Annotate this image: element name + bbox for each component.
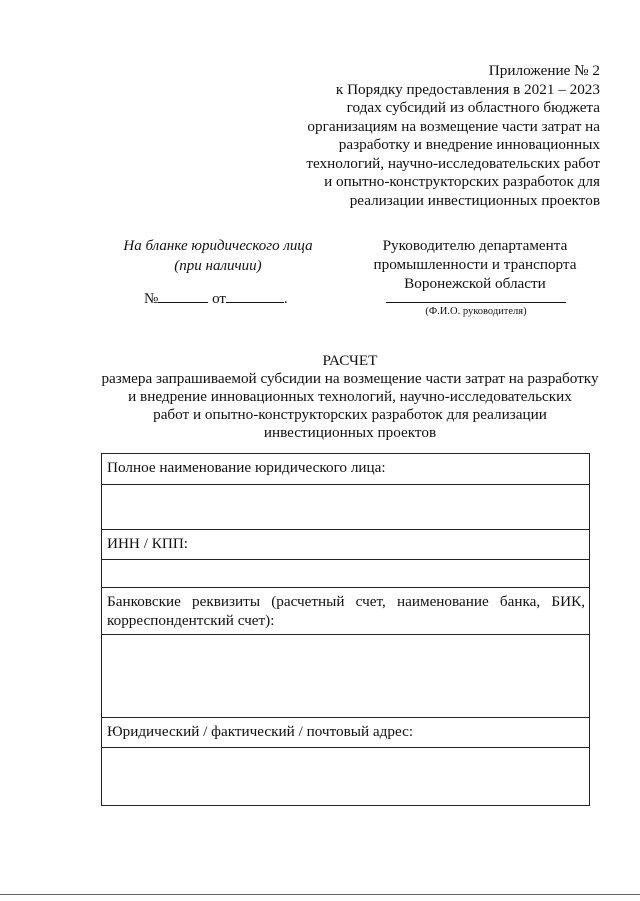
inn-kpp-field[interactable] [102, 560, 590, 588]
table-row [102, 530, 590, 560]
addressee-line: промышленности и транспорта [373, 256, 577, 273]
appendix-line: и опытно-конструкторских разработок для [324, 173, 600, 190]
signature-caption: (Ф.И.О. руководителя) [425, 306, 527, 317]
heading-line: инвестиционных проектов [263, 424, 437, 441]
document-title: РАСЧЕТ [322, 352, 378, 369]
appendix-line: реализации инвестиционных проектов [349, 191, 600, 209]
inn-kpp-label: ИНН / КПП: [102, 530, 590, 560]
letterhead-note [108, 236, 328, 276]
appendix-line: технологий, научно-исследовательских работ [306, 154, 600, 172]
table-row [102, 635, 590, 718]
registration-number [144, 290, 288, 308]
addressee-line: Воронежской области [404, 275, 546, 292]
table-row [102, 718, 590, 748]
applicant-form-table [101, 453, 590, 806]
addressee-block [360, 236, 590, 293]
table-row [102, 748, 590, 806]
heading-line: размера запрашиваемой субсидии на возмещение части затрат на разработку [101, 370, 599, 387]
letterhead-line: На бланке юридического лица [123, 238, 313, 254]
appendix-line: к Порядку предоставления в 2021 – 2023 [335, 80, 600, 98]
appendix-line: годах субсидий из областного бюджета [346, 99, 600, 116]
page-bottom-divider [0, 894, 640, 895]
appendix-line: организациям на возмещение части затрат на [307, 117, 600, 135]
number-label: № [144, 291, 159, 307]
table-row [102, 454, 590, 485]
letterhead-line: (при наличии) [174, 258, 262, 274]
date-label: от [212, 291, 226, 307]
bank-details-field[interactable] [102, 635, 590, 718]
date-blank[interactable] [226, 290, 284, 303]
table-row [102, 485, 590, 530]
heading-line: работ и опытно-конструкторских разработок для реализации [153, 406, 547, 423]
appendix-line: Приложение № 2 [488, 62, 600, 79]
document-heading [60, 352, 640, 442]
period: . [283, 291, 288, 307]
number-blank[interactable] [158, 290, 208, 303]
address-field[interactable] [102, 748, 590, 806]
addressee-line: Руководителю департамента [382, 237, 568, 254]
appendix-line: разработку и внедрение инновационных [338, 136, 600, 153]
full-name-label: Полное наименование юридического лица: [102, 454, 590, 485]
table-row [102, 560, 590, 588]
address-label: Юридический / фактический / почтовый адрес: [102, 718, 590, 748]
bank-details-label: Банковские реквизиты (расчетный счет, наименование банка, БИК, корреспондентский счет): [102, 588, 590, 635]
heading-line: и внедрение инновационных технологий, научно-исследовательских [128, 388, 572, 405]
table-row [102, 588, 590, 635]
full-name-field[interactable] [102, 485, 590, 530]
appendix-header [260, 62, 600, 210]
signature-line[interactable] [386, 302, 566, 303]
